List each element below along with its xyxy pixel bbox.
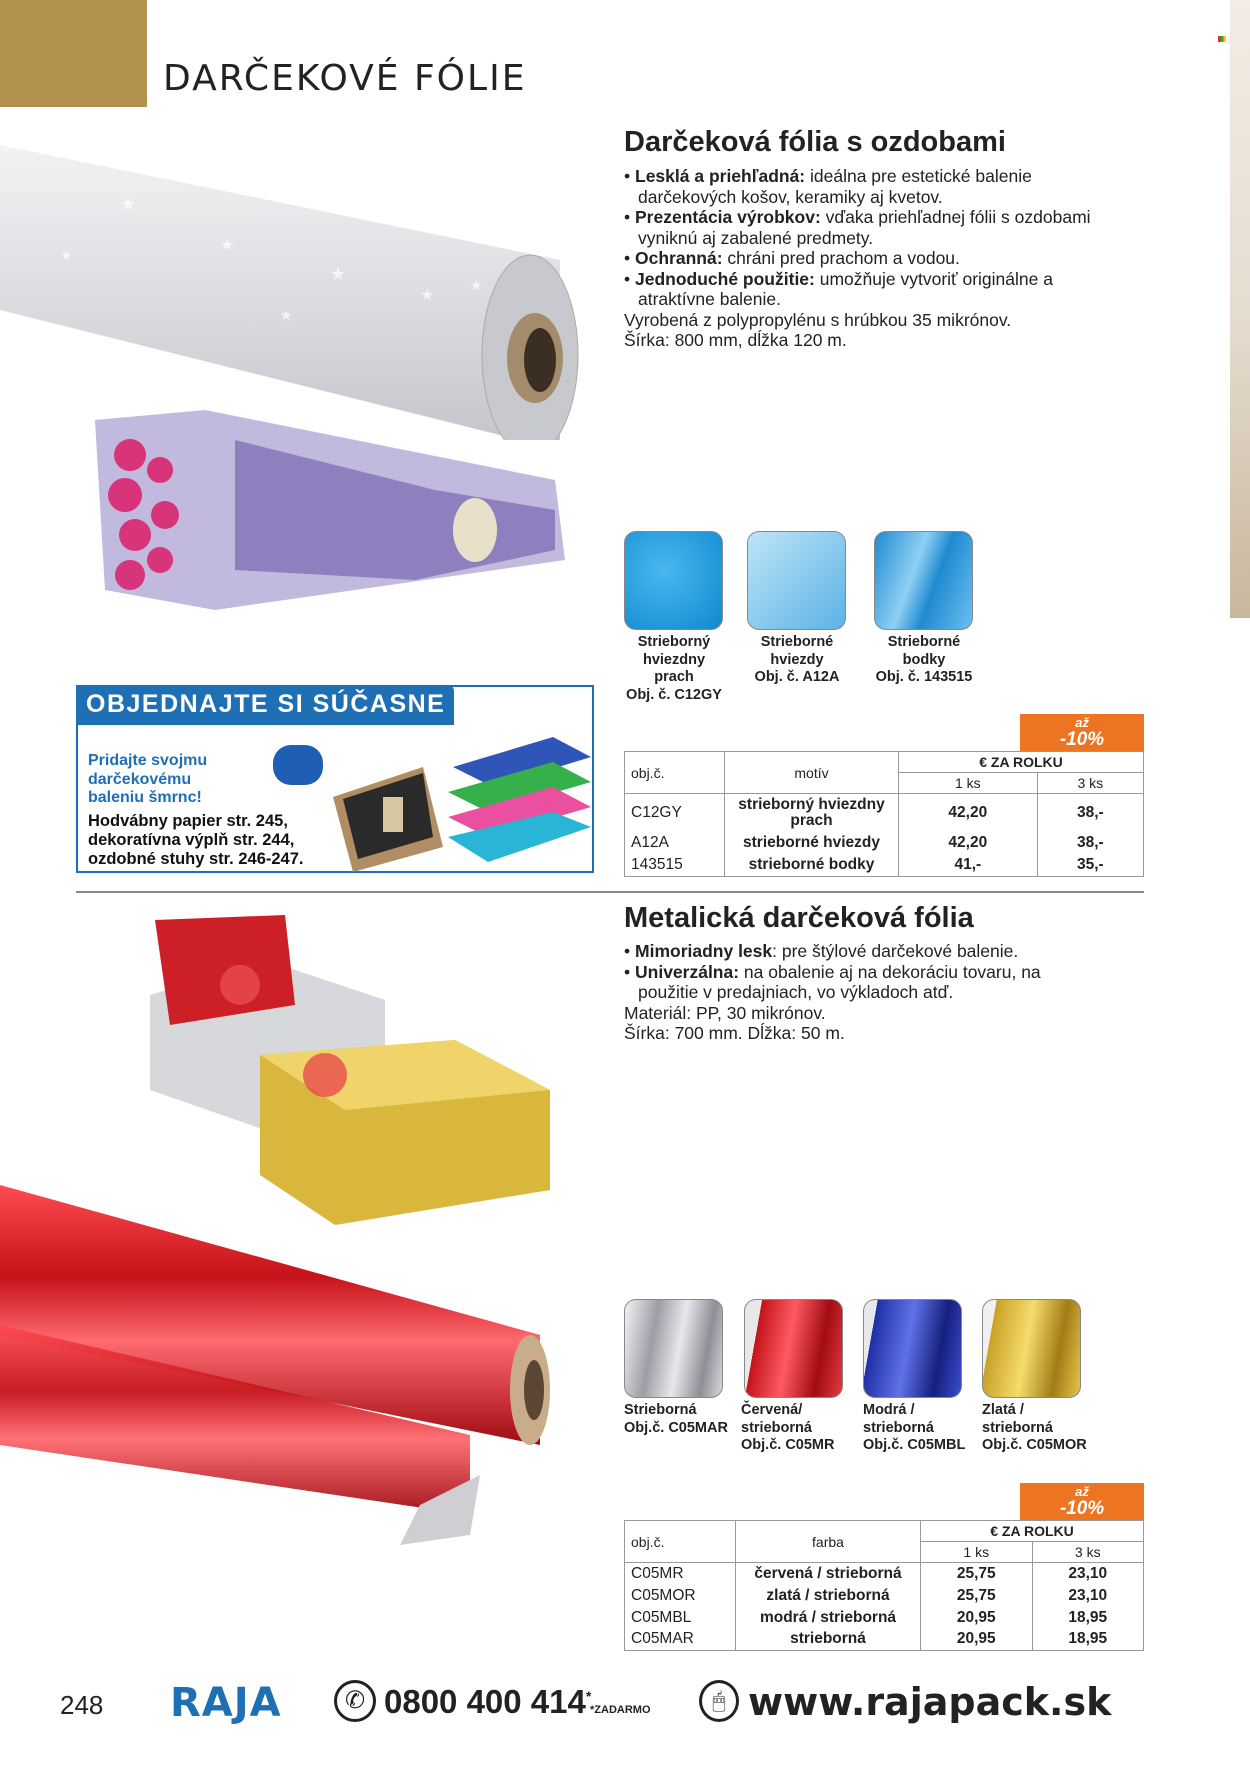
col-1ks: 1 ks xyxy=(899,773,1038,794)
svg-text:★: ★ xyxy=(420,287,435,304)
product2-bullet: • Univerzálna: na obalenie aj na dekoráciu tovaru, na použitie v predajniach, vo výkladoch atď. xyxy=(624,961,1041,1002)
table-row: C05MBL modrá / strieborná 20,95 18,95 xyxy=(625,1607,1144,1629)
product2-price-table xyxy=(624,1520,1144,1651)
swatch-label-c05mr: Červená/ strieborná Obj.č. C05MR xyxy=(741,1402,835,1453)
product1-title: Darčeková fólia s ozdobami xyxy=(624,126,1006,158)
svg-text:★: ★ xyxy=(470,277,483,293)
product1-bullet: • Jednoduché použitie: umožňuje vytvoriť originálne a atraktívne balenie. xyxy=(624,268,1053,309)
swatch-silver-stars xyxy=(747,531,846,630)
table-row: C05MR červená / strieborná 25,75 23,10 xyxy=(625,1563,1144,1585)
swatch-label-143515: Strieborné bodky Obj. č. 143515 xyxy=(875,634,973,685)
svg-text:★: ★ xyxy=(280,307,293,323)
header-gold-block xyxy=(0,0,147,107)
col-price-group: € ZA ROLKU xyxy=(921,1521,1144,1542)
phone-number[interactable]: 0800 400 414* xyxy=(384,1683,592,1720)
product1-description xyxy=(624,166,1104,351)
cross-sell-products-image xyxy=(273,727,591,872)
swatch-gold-silver xyxy=(982,1299,1081,1398)
col-1ks: 1 ks xyxy=(921,1542,1033,1563)
mouse-icon: 🖱 xyxy=(699,1680,739,1722)
col-code: obj.č. xyxy=(625,1521,736,1563)
color-mark xyxy=(1218,36,1226,42)
page-title: DARČEKOVÉ FÓLIE xyxy=(163,58,527,99)
product1-size: Šírka: 800 mm, dĺžka 120 m. xyxy=(624,330,847,350)
flower-bouquet-image xyxy=(85,400,575,620)
website-link[interactable]: www.rajapack.sk xyxy=(748,1680,1112,1724)
section-divider xyxy=(76,891,1144,893)
col-code: obj.č. xyxy=(625,752,725,794)
product2-title: Metalická darčeková fólia xyxy=(624,902,974,934)
svg-text:★: ★ xyxy=(60,247,73,263)
col-price-group: € ZA ROLKU xyxy=(899,752,1144,773)
product1-bullet: • Lesklá a priehľadná: ideálna pre estetické balenie darčekových košov, keramiky aj kvetov. xyxy=(624,166,1032,207)
table-row: C05MOR zlatá / strieborná 25,75 23,10 xyxy=(625,1585,1144,1607)
product2-description xyxy=(624,941,1104,1044)
swatch-silver-star-dust xyxy=(624,531,723,630)
svg-text:★: ★ xyxy=(120,194,137,214)
svg-text:★: ★ xyxy=(330,264,347,284)
clear-foil-roll-image xyxy=(0,140,600,440)
free-call-note: *ZADARMO xyxy=(590,1704,651,1716)
discount-badge: až -10% xyxy=(1020,714,1144,752)
table-row: A12A strieborné hviezdy 42,20 38,- xyxy=(625,832,1144,854)
product2-size: Šírka: 700 mm. Dĺžka: 50 m. xyxy=(624,1023,845,1043)
product1-bullet: • Ochranná: chráni pred prachom a vodou. xyxy=(624,248,960,268)
swatch-red-silver xyxy=(744,1299,843,1398)
col-motif: motív xyxy=(725,752,899,794)
side-image-strip xyxy=(1230,0,1250,618)
col-color: farba xyxy=(736,1521,921,1563)
page-number: 248 xyxy=(60,1690,104,1720)
swatch-blue-silver xyxy=(863,1299,962,1398)
swatch-label-c05mbl: Modrá / strieborná Obj.č. C05MBL xyxy=(863,1402,966,1453)
product1-material: Vyrobená z polypropylénu s hrúbkou 35 mikrónov. xyxy=(624,309,1012,330)
table-row: C05MAR strieborná 20,95 18,95 xyxy=(625,1629,1144,1651)
product2-material: Materiál: PP, 30 mikrónov. xyxy=(624,1002,826,1023)
col-3ks: 3 ks xyxy=(1037,773,1143,794)
cross-sell-box xyxy=(76,685,594,873)
phone-icon: ✆ xyxy=(334,1680,376,1722)
discount-badge: až -10% xyxy=(1020,1483,1144,1521)
cross-sell-references: Hodvábny papier str. 245, dekoratívna výplň str. 244, ozdobné stuhy str. 246-247. xyxy=(88,812,304,868)
swatch-label-c05mar: Strieborná Obj.č. C05MAR xyxy=(624,1402,728,1436)
raja-logo: RAJA xyxy=(170,1680,282,1726)
swatch-label-c05mor: Zlatá / strieborná Obj.č. C05MOR xyxy=(982,1402,1087,1453)
swatch-silver-dots xyxy=(874,531,973,630)
product2-bullet: • Mimoriadny lesk: pre štýlové darčekové balenie. xyxy=(624,941,1019,961)
product1-bullet: • Prezentácia výrobkov: vďaka priehľadnej fólii s ozdobami vyniknú aj zabalené predmety. xyxy=(624,207,1091,248)
swatch-label-a12a: Strieborné hviezdy Obj. č. A12A xyxy=(754,634,840,685)
table-row: C12GY strieborný hviezdny prach 42,20 38,- xyxy=(625,794,1144,833)
swatch-label-c12gy: Strieborný hviezdny prach Obj. č. C12GY xyxy=(626,634,722,703)
swatch-silver xyxy=(624,1299,723,1398)
cross-sell-tagline: Pridajte svojmu darčekovému baleniu šmrnc! xyxy=(88,752,208,806)
product1-price-table xyxy=(624,751,1144,877)
svg-text:★: ★ xyxy=(220,237,235,254)
cross-sell-heading: OBJEDNAJTE SI SÚČASNE xyxy=(76,685,454,725)
col-3ks: 3 ks xyxy=(1032,1542,1144,1563)
table-row: 143515 strieborné bodky 41,- 35,- xyxy=(625,854,1144,876)
red-metallic-rolls-image xyxy=(0,1185,560,1545)
